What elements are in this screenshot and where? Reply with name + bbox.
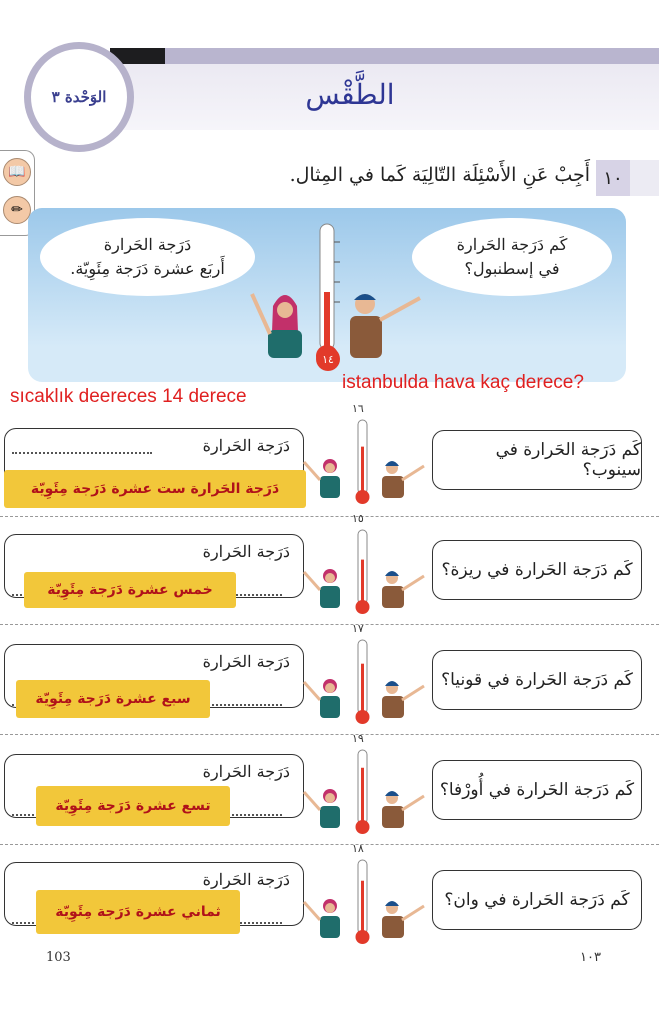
girl-face-icon <box>325 793 335 803</box>
turkish-question-note: istanbulda hava kaç derece? <box>342 372 584 393</box>
answer-line-1: دَرَجة الحَرارة <box>103 235 192 254</box>
boy-hat-icon <box>385 791 399 796</box>
girl-figure <box>252 294 302 358</box>
question-box: كَم دَرَجة الحَرارة في سينوب؟ <box>432 430 642 490</box>
thermometer-bulb <box>356 930 370 944</box>
page-number-arabic: ١٠٣ <box>580 950 601 965</box>
question-box: كَم دَرَجة الحَرارة في وان؟ <box>432 870 642 930</box>
thermometer-level <box>361 447 364 494</box>
page-title: الطَّقْس <box>305 78 395 111</box>
girl-body-icon <box>320 916 340 938</box>
boy-hat-icon <box>385 571 399 576</box>
answer-label: دَرَجة الحَرارة <box>202 436 290 455</box>
question-box: كَم دَرَجة الحَرارة في أُورْفا؟ <box>432 760 642 820</box>
question-box: كَم دَرَجة الحَرارة في قونيا؟ <box>432 650 642 710</box>
answer-label: دَرَجة الحَرارة <box>202 542 290 561</box>
answer-label: دَرَجة الحَرارة <box>202 652 290 671</box>
pencil-icon[interactable]: ✏ <box>3 196 31 224</box>
temperature-label: ١٩ <box>352 732 364 745</box>
example-thermometer <box>316 224 340 367</box>
boy-body-icon <box>382 806 404 828</box>
question-box: كَم دَرَجة الحَرارة في ريزة؟ <box>432 540 642 600</box>
girl-arm-icon <box>304 572 320 590</box>
book-icon[interactable]: 📖 <box>3 158 31 186</box>
girl-face-icon <box>325 683 335 693</box>
thermometer-level <box>361 560 364 604</box>
answer-highlight[interactable]: سبع عشرة دَرَجة مِئَوِيّة <box>16 680 210 718</box>
answer-highlight[interactable]: ثماني عشرة دَرَجة مِئَوِيّة <box>36 890 240 934</box>
boy-body-icon <box>382 916 404 938</box>
girl-body-icon <box>320 806 340 828</box>
girl-arm-icon <box>304 682 320 700</box>
answer-line-2: أَربَع عشرة دَرَجة مِئَوِيّة. <box>70 259 225 278</box>
boy-body-icon <box>382 476 404 498</box>
girl-face-icon <box>325 573 335 583</box>
thermometer-bulb <box>356 820 370 834</box>
exercise-number: ١٠ <box>596 160 630 196</box>
question-line-2: في إسطنبول؟ <box>464 259 560 278</box>
boy-arm-icon <box>402 906 424 920</box>
answer-highlight[interactable]: تسع عشرة دَرَجة مِئَوِيّة <box>36 786 230 826</box>
girl-body-icon <box>320 586 340 608</box>
answer-highlight[interactable]: خمس عشرة دَرَجة مِئَوِيّة <box>24 572 236 608</box>
boy-arm-icon <box>402 466 424 480</box>
temperature-label: ١٨ <box>352 842 364 855</box>
instruction-band <box>630 160 659 196</box>
boy-arm-icon <box>402 796 424 810</box>
girl-face-icon <box>325 903 335 913</box>
thermometer-level <box>361 881 364 934</box>
question-line-1: كَم دَرَجة الحَرارة <box>456 235 568 254</box>
girl-arm-icon <box>304 792 320 810</box>
temperature-label: ١٦ <box>352 402 364 415</box>
temperature-label: ١٥ <box>352 512 364 525</box>
thermometer-level <box>361 768 364 824</box>
boy-arm-icon <box>402 576 424 590</box>
unit-badge: الوَحْدة ٣ <box>24 42 134 152</box>
boy-body-icon <box>382 696 404 718</box>
boy-body-icon <box>382 586 404 608</box>
girl-face-icon <box>325 463 335 473</box>
temperature-badge: ١٤ <box>316 347 340 371</box>
header-top-stripe <box>110 48 659 64</box>
girl-arm-icon <box>304 902 320 920</box>
girl-body-icon <box>320 476 340 498</box>
answer-label: دَرَجة الحَرارة <box>202 870 290 889</box>
boy-hat-icon <box>385 901 399 906</box>
boy-hat-icon <box>385 681 399 686</box>
row-illustrations <box>300 418 432 948</box>
instruction-text: أَجِبْ عَنِ الأَسْئِلَة التّالِيَة كَما في المِثال. <box>289 164 590 186</box>
temperature-label: ١٧ <box>352 622 364 635</box>
question-speech-bubble <box>412 218 612 296</box>
turkish-answer-note: sıcaklık deereces 14 derece <box>10 386 247 407</box>
girl-body-icon <box>320 696 340 718</box>
page-number-latin: 103 <box>46 950 71 965</box>
answer-label: دَرَجة الحَرارة <box>202 762 290 781</box>
thermometer-bulb <box>356 600 370 614</box>
answer-speech-bubble <box>40 218 255 296</box>
answer-dotted-line <box>12 452 152 454</box>
thermometer-level <box>361 664 364 714</box>
boy-figure <box>350 294 420 358</box>
thermometer-bulb <box>356 490 370 504</box>
thermometer-bulb <box>356 710 370 724</box>
answer-highlight[interactable]: دَرَجة الحَرارة ست عشرة دَرَجة مِئَوِيّة <box>4 470 306 508</box>
boy-hat-icon <box>385 461 399 466</box>
girl-arm-icon <box>304 462 320 480</box>
boy-arm-icon <box>402 686 424 700</box>
